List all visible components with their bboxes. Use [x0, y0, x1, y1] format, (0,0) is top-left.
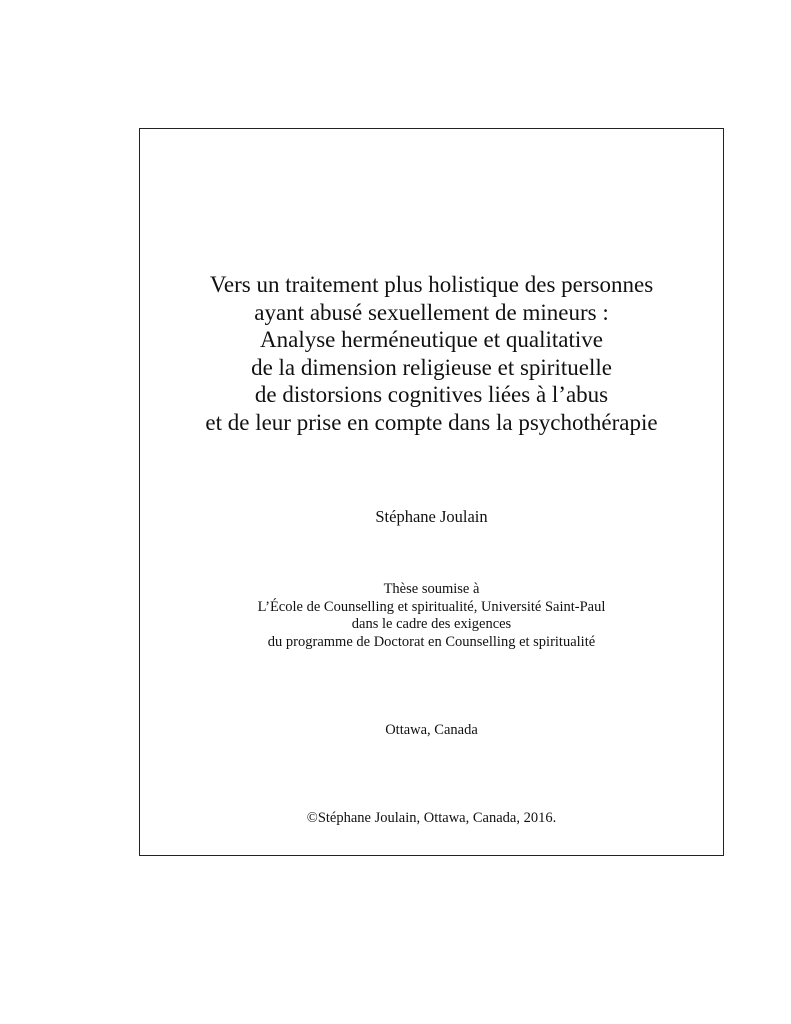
submission-line: L’École de Counselling et spiritualité, Université Saint-Paul — [257, 598, 606, 615]
submission-line: Thèse soumise à — [383, 581, 480, 597]
copyright-notice: ©Stéphane Joulain, Ottawa, Canada, 2016. — [306, 810, 557, 826]
place-of-submission: Ottawa, Canada — [385, 722, 478, 738]
submission-line: dans le cadre des exigences — [351, 616, 512, 632]
title-line: et de leur prise en compte dans la psychothérapie — [205, 409, 658, 435]
submission-line: du programme de Doctorat en Counselling et spiritualité — [267, 633, 596, 650]
title-line: de la dimension religieuse et spirituelle — [251, 354, 612, 380]
title-line: ayant abusé sexuellement de mineurs : — [254, 299, 609, 325]
thesis-title — [140, 271, 723, 436]
title-line: de distorsions cognitives liées à l’abus — [254, 382, 609, 407]
submission-statement — [140, 581, 723, 651]
title-line: Vers un traitement plus holistique des personnes — [209, 272, 654, 297]
title-page-frame — [139, 128, 724, 856]
author-name: Stéphane Joulain — [375, 507, 488, 526]
title-line: Analyse herméneutique et qualitative — [260, 327, 603, 352]
